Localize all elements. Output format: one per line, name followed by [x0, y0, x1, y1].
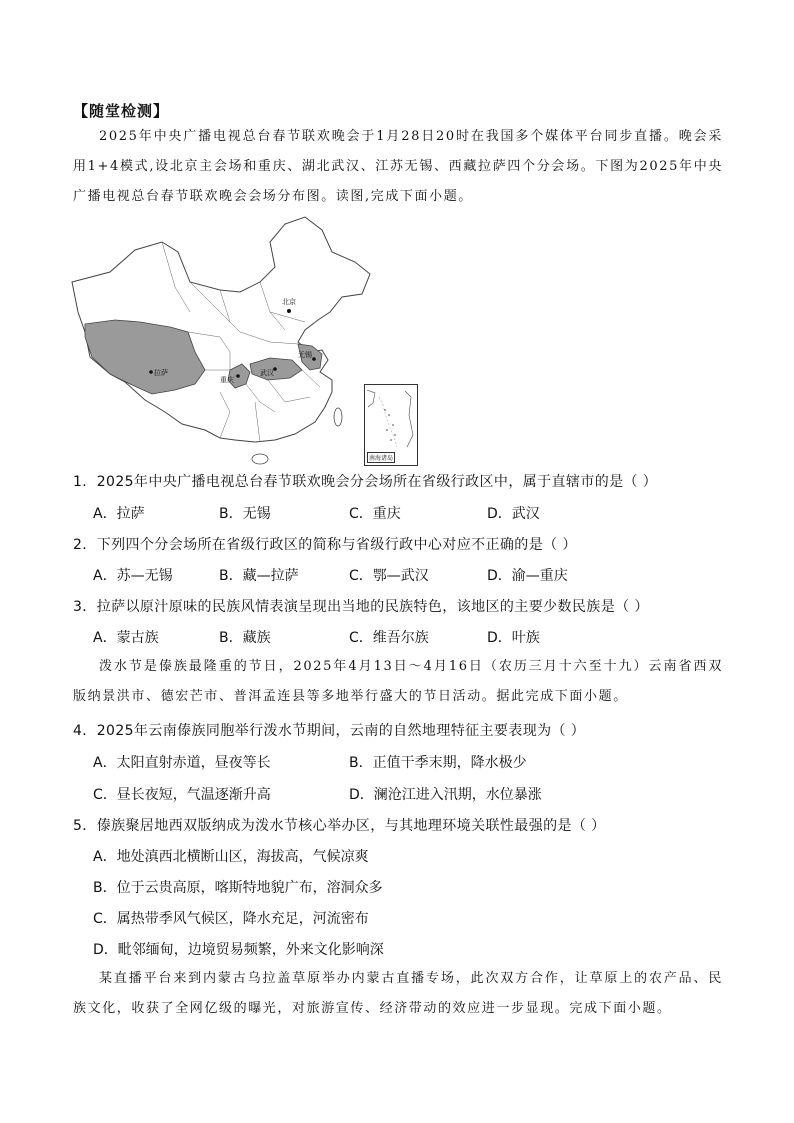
q5-option-a[interactable]: A．地处滇西北横断山区，海拔高，气候凉爽 [93, 849, 369, 865]
q2-option-b[interactable]: B．藏—拉萨 [219, 568, 299, 584]
q2-option-a[interactable]: A．苏—无锡 [93, 568, 173, 584]
q4-option-d[interactable]: D．澜沧江进入汛期，水位暴涨 [349, 787, 542, 803]
beijing-label: 北京 [282, 298, 296, 306]
question-1-stem: 1．2025年中央广播电视总台春节联欢晚会分会场所在省级行政区中，属于直辖市的是（ ） [73, 474, 658, 490]
q3-option-b[interactable]: B．藏族 [219, 630, 271, 646]
q3-option-a[interactable]: A．蒙古族 [93, 630, 159, 646]
hainan-island [252, 454, 268, 464]
south-china-sea-inset [364, 384, 418, 466]
wuhan-label: 武汉 [260, 369, 274, 377]
q3-option-d[interactable]: D．叶族 [487, 630, 540, 646]
q2-option-d[interactable]: D．渝—重庆 [487, 568, 568, 584]
q3-option-c[interactable]: C．维吾尔族 [349, 630, 429, 646]
inset-label: 南海诸岛 [367, 452, 395, 463]
q4-option-b[interactable]: B．正值干季末期，降水极少 [349, 755, 527, 771]
q2-option-c[interactable]: C．鄂—武汉 [349, 568, 429, 584]
q1-option-a[interactable]: A．拉萨 [93, 506, 145, 522]
section-title: 【随堂检测】 [73, 102, 170, 120]
chongqing-label: 重庆 [220, 376, 234, 384]
lhasa-marker [149, 370, 153, 374]
intro-paragraph-3: 某直播平台来到内蒙古乌拉盖草原举办内蒙古直播专场，此次双方合作，让草原上的农产品、民族文化，收获了全网亿级的曝光，对旅游宣传、经济带动的效应进一步显现。完成下面小题。 [73, 971, 723, 1016]
beijing-marker [287, 309, 291, 313]
question-3-stem: 3．拉萨以原汁原味的民族风情表演呈现出当地的民族特色，该地区的主要少数民族是（ ） [73, 599, 649, 615]
intro-paragraph-2: 泼水节是傣族最隆重的节日，2025年4月13日～4月16日（农历三月十六至十九）云南省西双版纳景洪市、德宏芒市、普洱孟连县等多地举行盛大的节日活动。据此完成下面小题。 [73, 659, 723, 704]
q5-option-d[interactable]: D．毗邻缅甸，边境贸易频繁，外来文化影响深 [93, 942, 384, 958]
chongqing-marker [236, 374, 240, 378]
question-5-stem: 5．傣族聚居地西双版纳成为泼水节核心举办区，与其地理环境关联性最强的是（ ） [73, 818, 606, 834]
intro-paragraph-1: 2025年中央广播电视总台春节联欢晚会于1月28日20时在我国多个媒体平台同步直播。晚会采用1+4模式,设北京主会场和重庆、湖北武汉、江苏无锡、西藏拉萨四个分会场。下图为2025年中央广播电视总台春节联欢晚会会场分布图。读图,完成下面小题。 [73, 129, 723, 204]
q1-option-b[interactable]: B．无锡 [219, 506, 271, 522]
q4-option-c[interactable]: C．昼长夜短，气温逐渐升高 [93, 787, 271, 803]
question-2-stem: 2．下列四个分会场所在省级行政区的简称与省级行政中心对应不正确的是（ ） [73, 537, 577, 553]
taiwan-island [334, 408, 342, 426]
wuxi-label: 无锡 [298, 351, 312, 359]
lhasa-label: 拉萨 [154, 369, 168, 377]
wuxi-marker [312, 357, 316, 361]
q5-option-b[interactable]: B．位于云贵高原，喀斯特地貌广布，溶洞众多 [93, 880, 383, 896]
q1-option-c[interactable]: C．重庆 [349, 506, 401, 522]
question-4-stem: 4．2025年云南傣族同胞举行泼水节期间，云南的自然地理特征主要表现为（ ） [73, 723, 586, 739]
q4-option-a[interactable]: A．太阳直射赤道，昼夜等长 [93, 755, 271, 771]
q1-option-d[interactable]: D．武汉 [487, 506, 540, 522]
q5-option-c[interactable]: C．属热带季风气候区，降水充足，河流密布 [93, 911, 369, 927]
